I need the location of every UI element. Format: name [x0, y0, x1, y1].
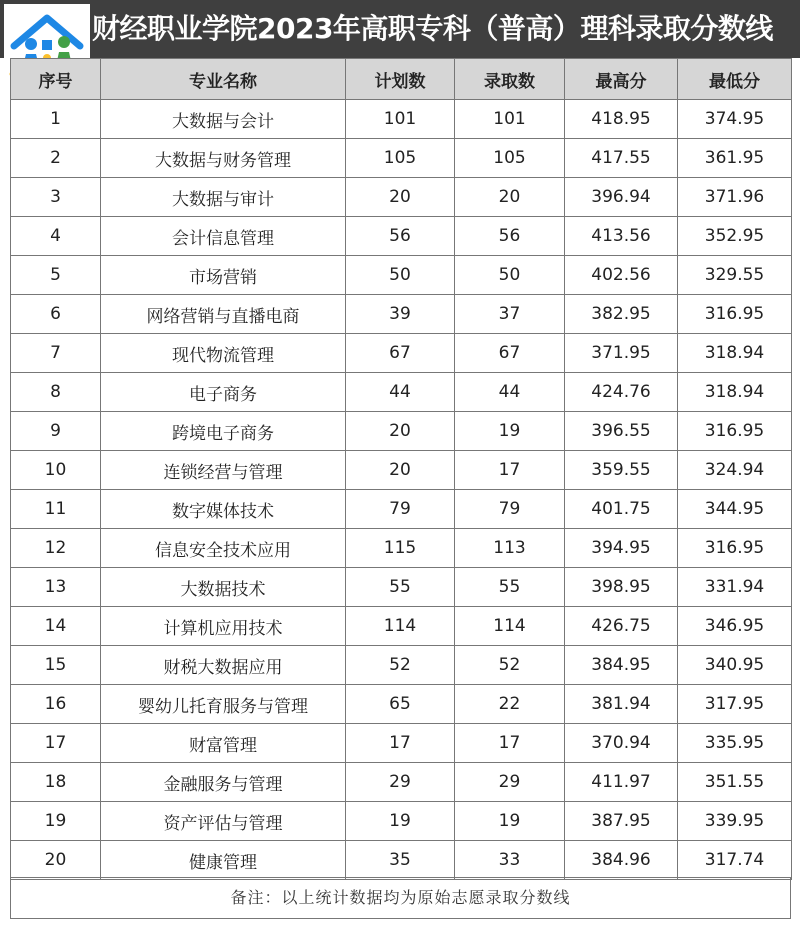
cell-major: 健康管理: [101, 841, 346, 880]
cell-index: 4: [11, 217, 101, 256]
cell-max-score: 384.96: [565, 841, 678, 880]
cell-max-score: 426.75: [565, 607, 678, 646]
cell-plan: 115: [346, 529, 455, 568]
cell-plan: 20: [346, 178, 455, 217]
table-row: [11, 646, 792, 685]
cell-min-score: 318.94: [678, 373, 792, 412]
column-header-max-score: 最高分: [565, 59, 678, 100]
cell-min-score: 351.55: [678, 763, 792, 802]
cell-admitted: 29: [455, 763, 565, 802]
table-row: [11, 529, 792, 568]
cell-min-score: 331.94: [678, 568, 792, 607]
cell-min-score: 361.95: [678, 139, 792, 178]
table-header-row: [11, 59, 792, 100]
title-bar: [0, 0, 800, 58]
cell-max-score: 394.95: [565, 529, 678, 568]
table-row: [11, 217, 792, 256]
cell-max-score: 359.55: [565, 451, 678, 490]
cell-index: 13: [11, 568, 101, 607]
cell-min-score: 329.55: [678, 256, 792, 295]
cell-max-score: 401.75: [565, 490, 678, 529]
cell-min-score: 371.96: [678, 178, 792, 217]
cell-major: 市场营销: [101, 256, 346, 295]
footer-note: 备注：以上统计数据均为原始志愿录取分数线: [10, 877, 791, 919]
cell-plan: 44: [346, 373, 455, 412]
cell-admitted: 113: [455, 529, 565, 568]
cell-plan: 29: [346, 763, 455, 802]
cell-index: 7: [11, 334, 101, 373]
cell-plan: 79: [346, 490, 455, 529]
table-row: [11, 607, 792, 646]
cell-index: 2: [11, 139, 101, 178]
cell-major: 跨境电子商务: [101, 412, 346, 451]
table-row: [11, 295, 792, 334]
cell-index: 5: [11, 256, 101, 295]
column-header-plan: 计划数: [346, 59, 455, 100]
cell-major: 金融服务与管理: [101, 763, 346, 802]
cell-index: 16: [11, 685, 101, 724]
cell-admitted: 79: [455, 490, 565, 529]
cell-major: 现代物流管理: [101, 334, 346, 373]
cell-admitted: 52: [455, 646, 565, 685]
cell-major: 大数据与审计: [101, 178, 346, 217]
cell-admitted: 19: [455, 802, 565, 841]
cell-plan: 105: [346, 139, 455, 178]
table-row: [11, 412, 792, 451]
cell-major: 数字媒体技术: [101, 490, 346, 529]
column-header-major: 专业名称: [101, 59, 346, 100]
cell-major: 连锁经营与管理: [101, 451, 346, 490]
cell-plan: 101: [346, 100, 455, 139]
cell-index: 18: [11, 763, 101, 802]
cell-min-score: 324.94: [678, 451, 792, 490]
table-row: [11, 841, 792, 880]
table-row: [11, 685, 792, 724]
cell-admitted: 44: [455, 373, 565, 412]
cell-plan: 39: [346, 295, 455, 334]
cell-major: 财富管理: [101, 724, 346, 763]
cell-min-score: 317.74: [678, 841, 792, 880]
table-row: [11, 763, 792, 802]
cell-max-score: 381.94: [565, 685, 678, 724]
cell-min-score: 374.95: [678, 100, 792, 139]
cell-admitted: 20: [455, 178, 565, 217]
cell-index: 12: [11, 529, 101, 568]
table-row: [11, 373, 792, 412]
cell-admitted: 37: [455, 295, 565, 334]
table-row: [11, 334, 792, 373]
table-row: [11, 451, 792, 490]
cell-min-score: 352.95: [678, 217, 792, 256]
cell-max-score: 411.97: [565, 763, 678, 802]
cell-plan: 114: [346, 607, 455, 646]
cell-max-score: 371.95: [565, 334, 678, 373]
cell-index: 6: [11, 295, 101, 334]
cell-major: 计算机应用技术: [101, 607, 346, 646]
cell-max-score: 418.95: [565, 100, 678, 139]
table-row: [11, 139, 792, 178]
cell-min-score: 335.95: [678, 724, 792, 763]
cell-min-score: 340.95: [678, 646, 792, 685]
cell-plan: 20: [346, 412, 455, 451]
column-header-admitted: 录取数: [455, 59, 565, 100]
column-header-index: 序号: [11, 59, 101, 100]
cell-index: 20: [11, 841, 101, 880]
cell-admitted: 19: [455, 412, 565, 451]
cell-index: 9: [11, 412, 101, 451]
cell-plan: 19: [346, 802, 455, 841]
cell-max-score: 398.95: [565, 568, 678, 607]
cell-max-score: 417.55: [565, 139, 678, 178]
cell-admitted: 17: [455, 451, 565, 490]
cell-min-score: 317.95: [678, 685, 792, 724]
cell-admitted: 105: [455, 139, 565, 178]
table-row: [11, 100, 792, 139]
cell-max-score: 396.94: [565, 178, 678, 217]
cell-plan: 65: [346, 685, 455, 724]
cell-max-score: 384.95: [565, 646, 678, 685]
cell-min-score: 316.95: [678, 529, 792, 568]
page-title: 财经职业学院2023年高职专科（普高）理科录取分数线: [92, 12, 773, 45]
cell-index: 10: [11, 451, 101, 490]
cell-admitted: 67: [455, 334, 565, 373]
cell-major: 会计信息管理: [101, 217, 346, 256]
cell-major: 电子商务: [101, 373, 346, 412]
cell-max-score: 370.94: [565, 724, 678, 763]
cell-min-score: 344.95: [678, 490, 792, 529]
cell-admitted: 101: [455, 100, 565, 139]
table-row: [11, 178, 792, 217]
cell-min-score: 318.94: [678, 334, 792, 373]
cell-index: 8: [11, 373, 101, 412]
table-row: [11, 802, 792, 841]
cell-admitted: 56: [455, 217, 565, 256]
cell-index: 11: [11, 490, 101, 529]
cell-max-score: 402.56: [565, 256, 678, 295]
cell-admitted: 50: [455, 256, 565, 295]
admission-score-table: [10, 58, 792, 880]
cell-index: 15: [11, 646, 101, 685]
cell-max-score: 396.55: [565, 412, 678, 451]
cell-max-score: 382.95: [565, 295, 678, 334]
cell-major: 大数据技术: [101, 568, 346, 607]
cell-major: 财税大数据应用: [101, 646, 346, 685]
table-row: [11, 256, 792, 295]
cell-major: 信息安全技术应用: [101, 529, 346, 568]
cell-admitted: 55: [455, 568, 565, 607]
cell-min-score: 339.95: [678, 802, 792, 841]
cell-plan: 55: [346, 568, 455, 607]
cell-major: 婴幼儿托育服务与管理: [101, 685, 346, 724]
column-header-min-score: 最低分: [678, 59, 792, 100]
cell-plan: 67: [346, 334, 455, 373]
table-row: [11, 490, 792, 529]
cell-index: 14: [11, 607, 101, 646]
cell-plan: 35: [346, 841, 455, 880]
cell-major: 大数据与会计: [101, 100, 346, 139]
cell-min-score: 346.95: [678, 607, 792, 646]
cell-plan: 17: [346, 724, 455, 763]
cell-min-score: 316.95: [678, 412, 792, 451]
cell-index: 1: [11, 100, 101, 139]
cell-max-score: 413.56: [565, 217, 678, 256]
cell-plan: 20: [346, 451, 455, 490]
table-row: [11, 724, 792, 763]
cell-max-score: 387.95: [565, 802, 678, 841]
cell-plan: 56: [346, 217, 455, 256]
cell-major: 网络营销与直播电商: [101, 295, 346, 334]
cell-admitted: 114: [455, 607, 565, 646]
cell-index: 3: [11, 178, 101, 217]
cell-admitted: 33: [455, 841, 565, 880]
cell-plan: 52: [346, 646, 455, 685]
cell-admitted: 22: [455, 685, 565, 724]
table-row: [11, 568, 792, 607]
cell-index: 17: [11, 724, 101, 763]
cell-major: 资产评估与管理: [101, 802, 346, 841]
cell-min-score: 316.95: [678, 295, 792, 334]
cell-major: 大数据与财务管理: [101, 139, 346, 178]
cell-index: 19: [11, 802, 101, 841]
cell-admitted: 17: [455, 724, 565, 763]
cell-max-score: 424.76: [565, 373, 678, 412]
cell-plan: 50: [346, 256, 455, 295]
